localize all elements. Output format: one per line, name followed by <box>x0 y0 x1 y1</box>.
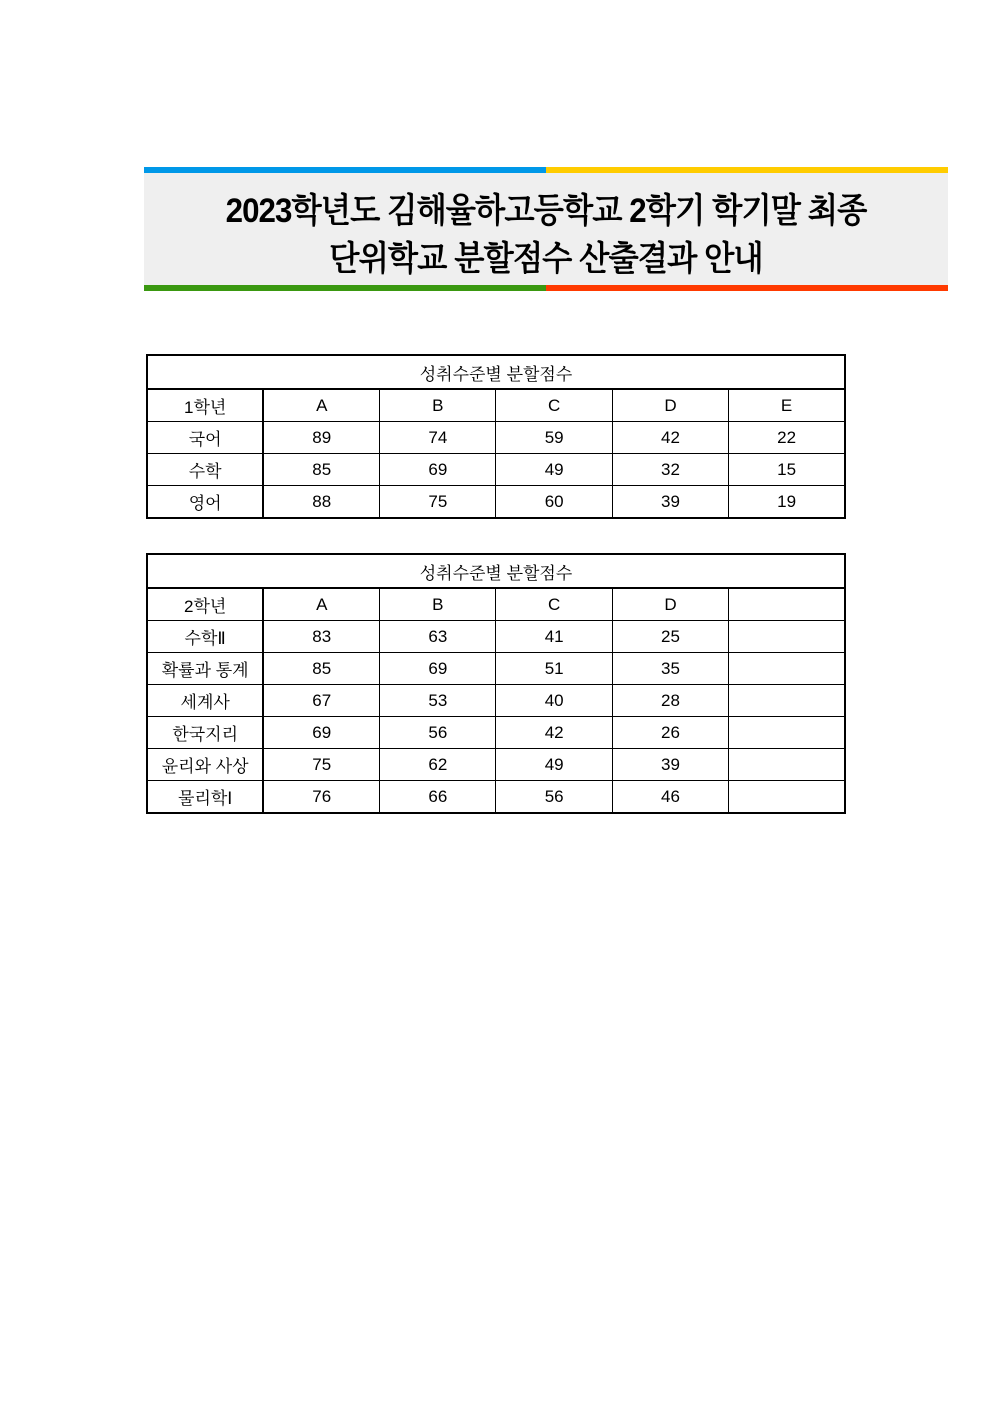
score-cell: 15 <box>729 454 845 486</box>
score-cell: 46 <box>612 781 728 814</box>
header-cell: A <box>263 588 379 621</box>
header-cell: E <box>729 389 845 422</box>
score-cell: 59 <box>496 422 612 454</box>
header-cell: 2학년 <box>147 588 263 621</box>
table-row <box>147 486 845 519</box>
subject-cell: 수학 <box>147 454 263 486</box>
bottom-bar-left <box>144 285 546 291</box>
score-cell <box>729 781 845 814</box>
score-cell: 49 <box>496 749 612 781</box>
table-row <box>147 422 845 454</box>
title-banner <box>144 167 948 291</box>
score-cell <box>729 653 845 685</box>
score-cell: 85 <box>263 653 379 685</box>
score-cell <box>729 717 845 749</box>
header-cell <box>729 588 845 621</box>
score-cell: 69 <box>380 653 496 685</box>
score-cell: 56 <box>496 781 612 814</box>
score-cell: 66 <box>380 781 496 814</box>
grade2-cutoff-table <box>146 553 846 814</box>
score-cell: 83 <box>263 621 379 653</box>
score-cell: 39 <box>612 749 728 781</box>
score-cell <box>729 685 845 717</box>
score-cell: 19 <box>729 486 845 519</box>
score-cell: 69 <box>380 454 496 486</box>
score-cell: 75 <box>263 749 379 781</box>
score-cell: 49 <box>496 454 612 486</box>
table-row <box>147 781 845 814</box>
top-bar-left <box>144 167 546 173</box>
subject-cell: 확률과 통계 <box>147 653 263 685</box>
score-cell: 62 <box>380 749 496 781</box>
table-header-row <box>147 588 845 621</box>
score-cell: 28 <box>612 685 728 717</box>
table-header-row <box>147 389 845 422</box>
header-cell: A <box>263 389 379 422</box>
score-cell: 26 <box>612 717 728 749</box>
table-caption: 성취수준별 분할점수 <box>147 355 845 389</box>
header-cell: C <box>496 588 612 621</box>
table-row <box>147 749 845 781</box>
header-cell: D <box>612 389 728 422</box>
subject-cell: 한국지리 <box>147 717 263 749</box>
subject-cell: 물리학Ⅰ <box>147 781 263 814</box>
score-cell: 25 <box>612 621 728 653</box>
title-line-1: 2023학년도 김해율하고등학교 2학기 학기말 최종 <box>225 192 867 230</box>
score-cell: 51 <box>496 653 612 685</box>
score-cell: 41 <box>496 621 612 653</box>
score-cell: 35 <box>612 653 728 685</box>
table-row <box>147 454 845 486</box>
title-line-2: 단위학교 분할점수 산출결과 안내 <box>329 240 763 278</box>
table-caption: 성취수준별 분할점수 <box>147 554 845 588</box>
subject-cell: 영어 <box>147 486 263 519</box>
score-cell: 63 <box>380 621 496 653</box>
score-cell: 60 <box>496 486 612 519</box>
grade1-cutoff-table <box>146 354 846 519</box>
score-cell: 89 <box>263 422 379 454</box>
subject-cell: 수학Ⅱ <box>147 621 263 653</box>
score-cell: 88 <box>263 486 379 519</box>
score-cell: 69 <box>263 717 379 749</box>
score-cell: 56 <box>380 717 496 749</box>
table-row <box>147 717 845 749</box>
score-cell: 42 <box>612 422 728 454</box>
bottom-bar-right <box>546 285 948 291</box>
score-cell: 40 <box>496 685 612 717</box>
score-cell: 76 <box>263 781 379 814</box>
header-cell: 1학년 <box>147 389 263 422</box>
header-cell: C <box>496 389 612 422</box>
header-cell: B <box>380 389 496 422</box>
score-cell: 74 <box>380 422 496 454</box>
subject-cell: 윤리와 사상 <box>147 749 263 781</box>
score-cell: 39 <box>612 486 728 519</box>
score-cell: 53 <box>380 685 496 717</box>
table-caption-row <box>147 355 845 389</box>
score-cell: 75 <box>380 486 496 519</box>
score-cell: 22 <box>729 422 845 454</box>
table-row <box>147 653 845 685</box>
score-cell: 85 <box>263 454 379 486</box>
score-cell: 67 <box>263 685 379 717</box>
table-row <box>147 621 845 653</box>
score-cell <box>729 749 845 781</box>
subject-cell: 국어 <box>147 422 263 454</box>
table-caption-row <box>147 554 845 588</box>
header-cell: D <box>612 588 728 621</box>
score-cell: 32 <box>612 454 728 486</box>
subject-cell: 세계사 <box>147 685 263 717</box>
score-cell: 42 <box>496 717 612 749</box>
top-bar-right <box>546 167 948 173</box>
header-cell: B <box>380 588 496 621</box>
score-cell <box>729 621 845 653</box>
table-row <box>147 685 845 717</box>
